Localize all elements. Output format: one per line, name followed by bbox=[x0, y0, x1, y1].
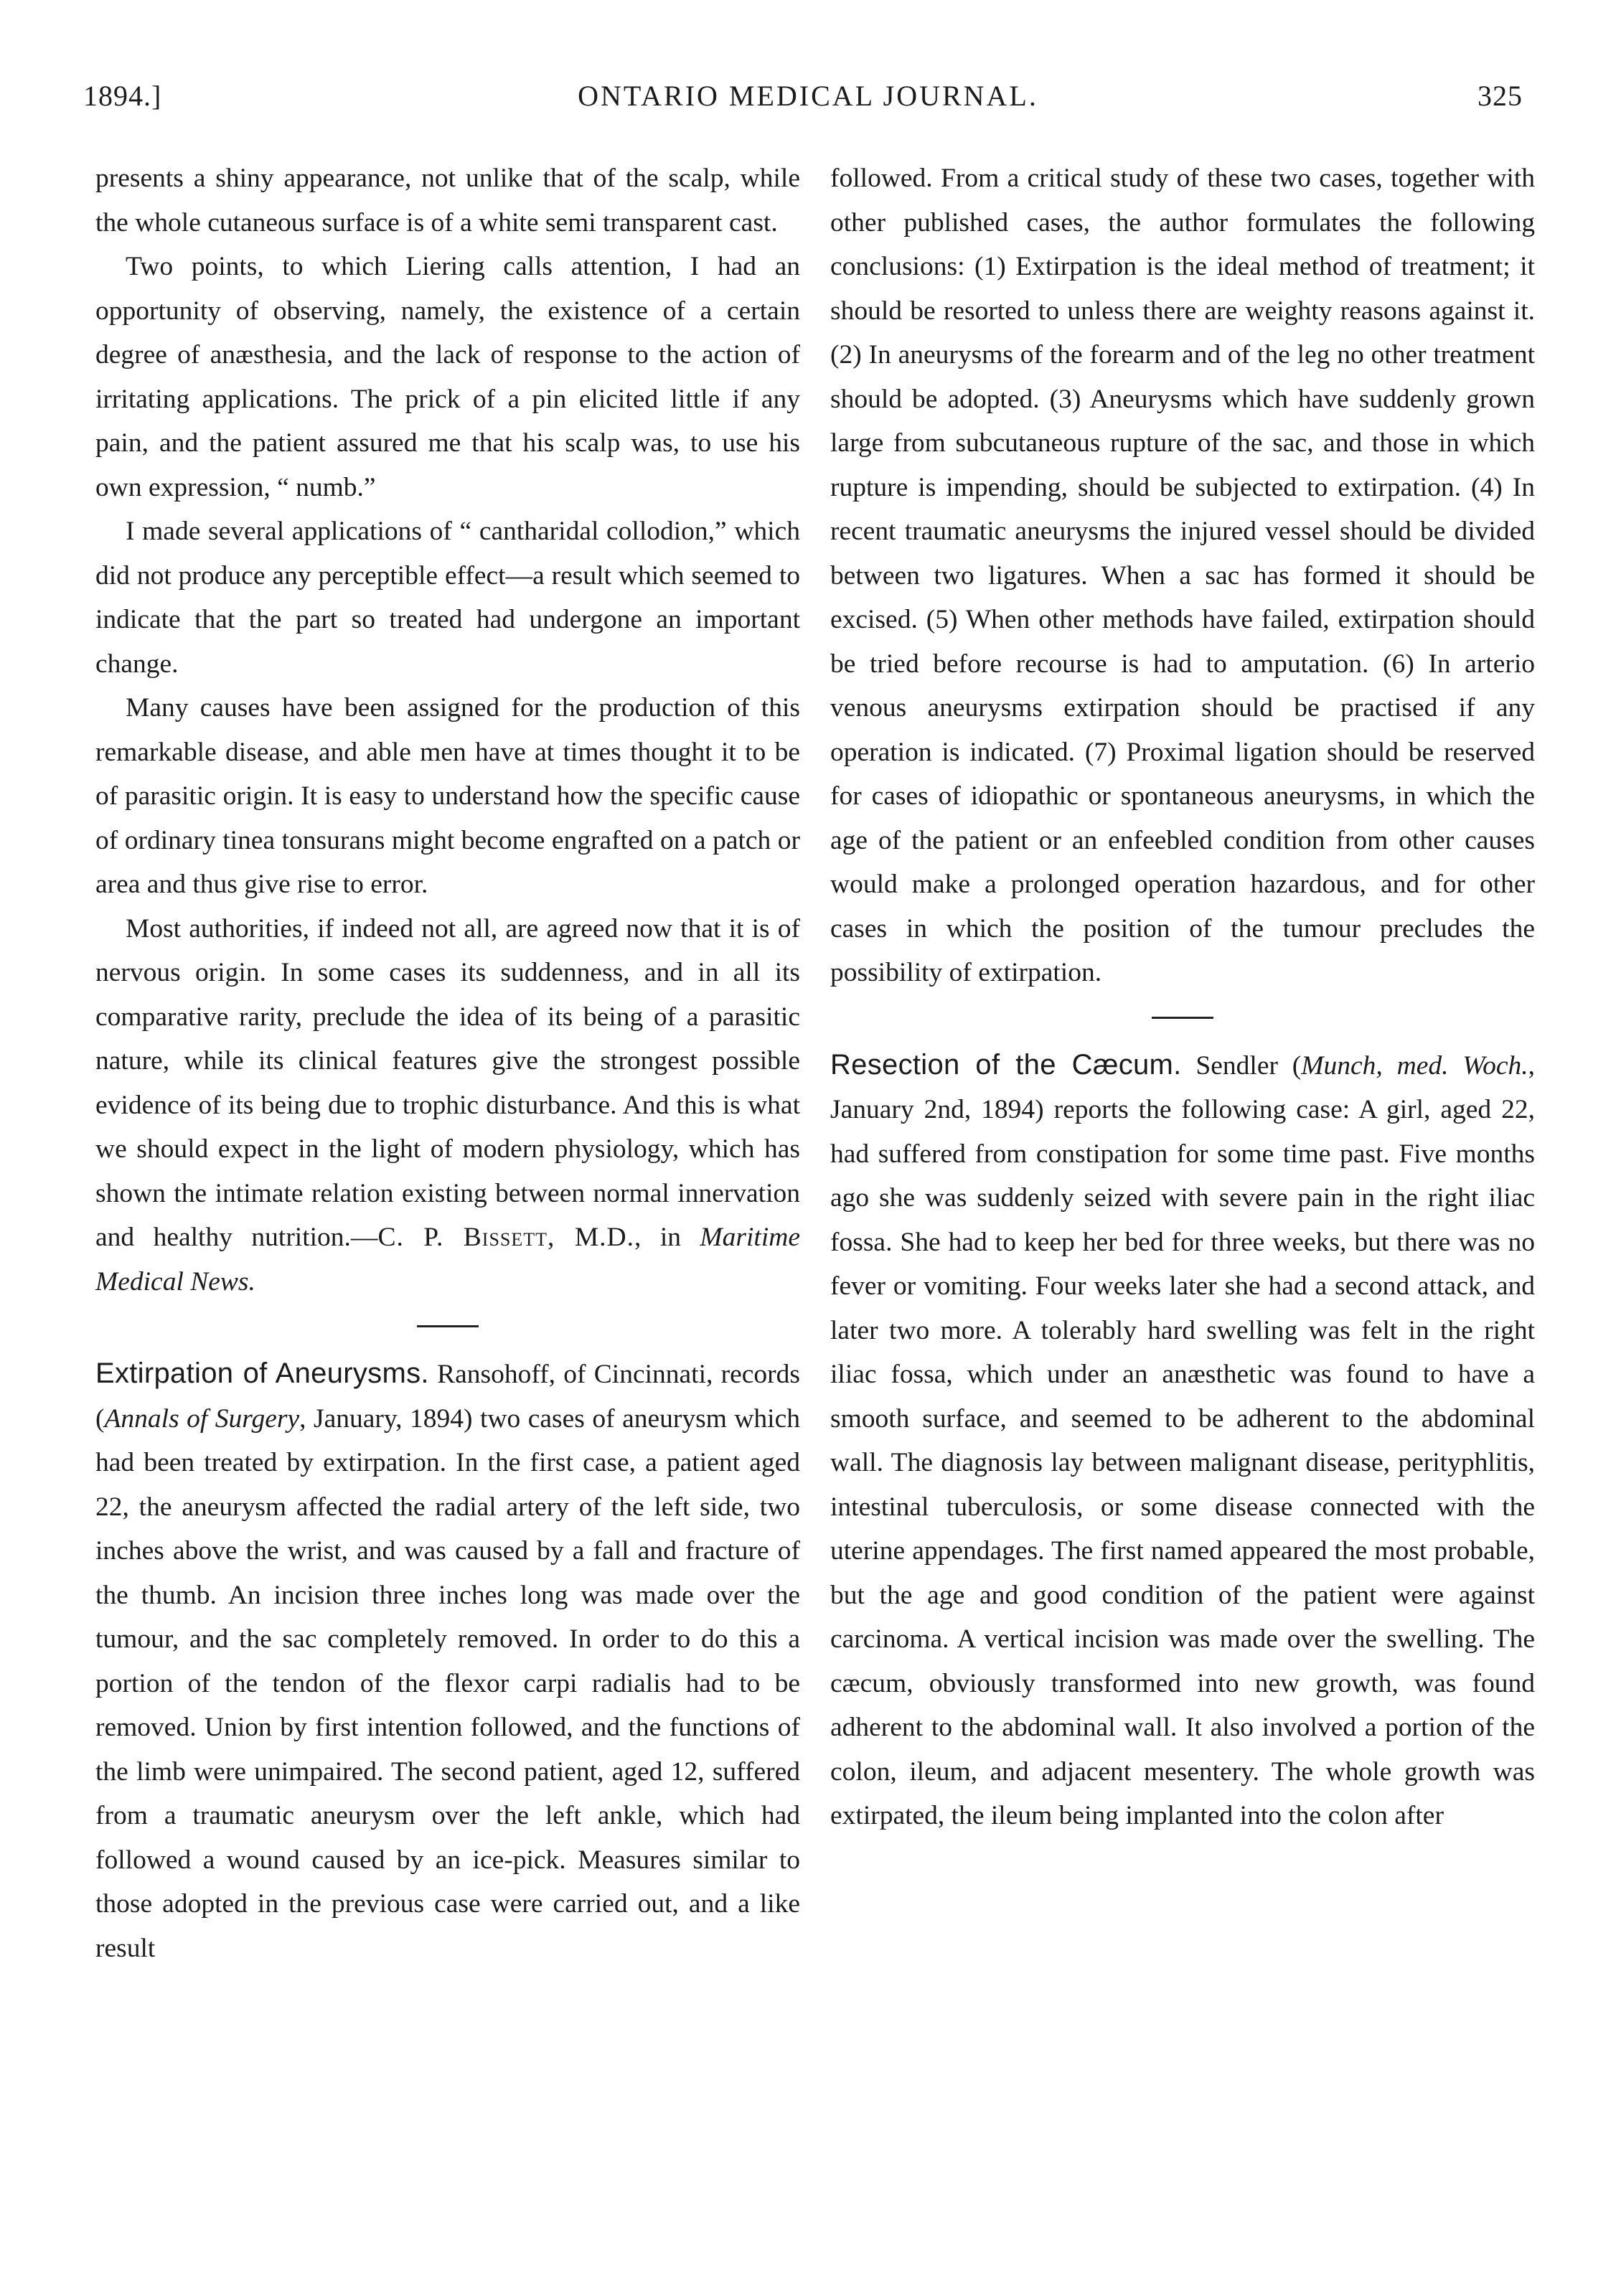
section-divider bbox=[1152, 1017, 1213, 1019]
paragraph: Two points, to which Liering calls attention, I had an opportunity of observing, namely, the existence of a certain degree of anæsthesia, and the lack of response to the action of irritating applications. The prick of a pin elicited little if any pain, and the patient assured me that his scalp was, to use his own expression, “ numb.” bbox=[95, 252, 800, 502]
paragraph: presents a shiny appearance, not unlike that of the scalp, while the whole cutaneous surface is of a white semi transparent cast. bbox=[95, 164, 800, 237]
paragraph-text: Ransohoff, of Cincinnati, records ( bbox=[95, 1360, 800, 1434]
paragraph-text: , January, 1894) two cases of aneurysm which had been treated by extirpation. In the first case, a patient aged 22, the aneurysm affected the radial artery of the left side, two inches above the wrist, and was caused by a fall and fracture of the thumb. An incision three inches long was made over the tumour, and the sac completely removed. In order to do this a portion of the tendon of the flexor carpi radialis had to be removed. Union by first intention followed, and the functions of the limb were unimpaired. The second patient, aged 12, suffered from a traumatic aneurysm over the left ankle, which had followed a wound caused by an ice-pick. Measures similar to those adopted in the previous case were carried out, and a like result bbox=[95, 1403, 800, 1963]
paragraph-text: Sendler ( bbox=[1181, 1050, 1302, 1081]
author-name: C. P. Bissett, M.D. bbox=[377, 1223, 634, 1252]
right-column bbox=[830, 156, 1535, 1838]
page-number: 325 bbox=[1478, 80, 1523, 112]
paragraph: followed. From a critical study of these two cases, together with other published cases, the author formulates the following conclusions: (1) Extirpation is the ideal method of treatment; it should be resorted to unless there are weighty reasons against it. (2) In aneurysms of the forearm and of the leg no other treatment should be adopted. (3) Aneurysms which have suddenly grown large from subcutaneous rupture of the sac, and those in which rupture is impending, should be subjected to extirpation. (4) In recent traumatic aneurysms the injured vessel should be divided between two ligatures. When a sac has formed it should be excised. (5) When other methods have failed, extirpation should be tried before recourse is had to amputation. (6) In arterio venous aneurysms extirpation should be practised if any operation is indicated. (7) Proximal ligation should be reserved for cases of idiopathic or spontaneous aneurysms, in which the age of the patient or an enfeebled condition from other causes would make a prolonged operation hazardous, and for other cases in which the position of the tumour precludes the possibility of extirpation. bbox=[830, 164, 1535, 987]
paragraph: Many causes have been assigned for the production of this remarkable disease, and able men have at times thought it to be of parasitic origin. It is easy to understand how the specific cause of ordinary tinea tonsurans might become engrafted on a patch or area and thus give rise to error. bbox=[95, 693, 800, 899]
section-divider bbox=[417, 1325, 479, 1327]
article-heading: Extirpation of Aneurysms. bbox=[95, 1358, 429, 1389]
source-citation: Annals of Surgery bbox=[104, 1403, 300, 1434]
paragraph-text: , January 2nd, 1894) reports the following case: A girl, aged 22, had suffered from constipation for some time past. Five months ago she was suddenly seized with severe pain in the right iliac fossa. She had to keep her bed for three weeks, but there was no fever or vomiting. Four weeks later she had a second attack, and later two more. A tolerably hard swelling was felt in the right iliac fossa, which under an anæsthetic was found to have a smooth surface, and seemed to be adherent to the abdominal wall. The diagnosis lay between malignant disease, perityphlitis, intestinal tuberculosis, or some disease connected with the uterine appendages. The first named appeared the most probable, but the age and good condition of the patient were against carcinoma. A vertical incision was made over the swelling. The cæcum, obviously transformed into new growth, was found adherent to the abdominal wall. It also involved a portion of the colon, ileum, and adjacent mesentery. The whole growth was extirpated, the ileum being implanted into the colon after bbox=[830, 1050, 1535, 1830]
header-year: 1894.] bbox=[83, 80, 162, 112]
running-head bbox=[0, 79, 1616, 122]
article-paragraph bbox=[830, 1043, 1535, 1838]
source-citation: Maritime Medical News. bbox=[95, 1223, 800, 1297]
left-column bbox=[95, 156, 800, 1970]
paragraph-text: Most authorities, if indeed not all, are agreed now that it is of nervous origin. In some cases its suddenness, and in all its comparative rarity, preclude the idea of its being of a parasitic nature, while its clinical features give the strongest possible evidence of its being due to trophic disturbance. And this is what we should expect in the light of modern physiology, which has shown the intimate relation existing between normal innervation and healthy nutrition.— bbox=[95, 913, 800, 1252]
article-paragraph bbox=[95, 1352, 800, 1970]
article-heading: Resection of the Cæcum. bbox=[830, 1048, 1182, 1081]
paragraph-text: , in bbox=[634, 1223, 700, 1252]
paragraph bbox=[95, 907, 800, 1304]
source-citation: Munch, med. Woch. bbox=[1301, 1050, 1528, 1081]
journal-title: ONTARIO MEDICAL JOURNAL. bbox=[578, 80, 1038, 112]
paragraph: I made several applications of “ cantharidal collodion,” which did not produce any perceptible effect—a result which seemed to indicate that the part so treated had undergone an important change. bbox=[95, 517, 800, 679]
